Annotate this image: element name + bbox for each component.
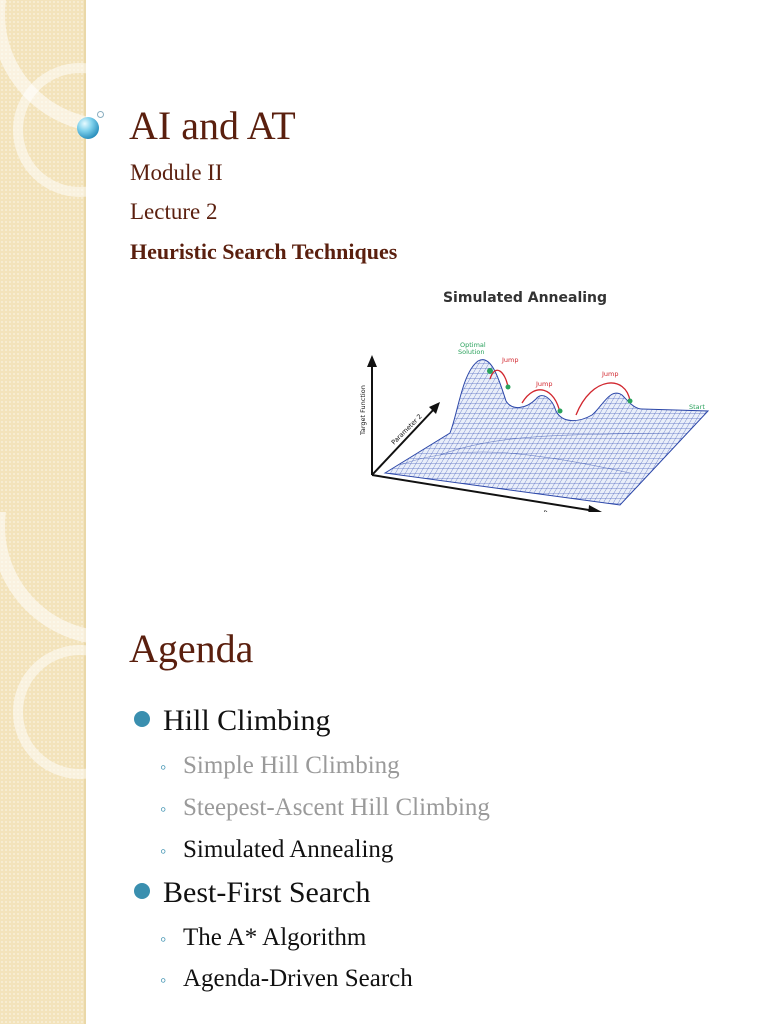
agenda-subitem-steepest-ascent: Steepest-Ascent Hill Climbing bbox=[183, 794, 490, 821]
ring-bullet-icon: ◦ bbox=[160, 757, 167, 777]
agenda-subitem-simple-hill-climbing: Simple Hill Climbing bbox=[183, 752, 400, 779]
ring-bullet-icon: ◦ bbox=[160, 799, 167, 819]
agenda-item-best-first-search: Best-First Search bbox=[163, 876, 371, 909]
circle-ornament bbox=[0, 0, 120, 512]
circle-ornament bbox=[0, 512, 120, 1024]
agenda-item-hill-climbing: Hill Climbing bbox=[163, 704, 331, 737]
slide-title: AI and AT bbox=[129, 103, 296, 148]
jump-label-2: Jump bbox=[536, 380, 553, 388]
small-ring-icon bbox=[97, 111, 104, 118]
ring-bullet-icon: ◦ bbox=[160, 841, 167, 861]
circle-bullet-icon bbox=[134, 711, 150, 727]
jump-label-3: Jump bbox=[602, 370, 619, 378]
agenda-subitem-a-star: The A* Algorithm bbox=[183, 924, 367, 951]
param2-label: Parameter 2 bbox=[389, 412, 424, 447]
orb-bullet-icon bbox=[77, 117, 99, 139]
optimal-label-1: Optimal bbox=[460, 341, 486, 349]
optimal-label-2: Solution bbox=[458, 348, 485, 356]
simulated-annealing-figure bbox=[330, 283, 720, 512]
circle-bullet-icon bbox=[134, 883, 150, 899]
start-label: Start bbox=[689, 403, 705, 411]
lecture-label: Lecture 2 bbox=[130, 199, 218, 224]
topic-heading: Heuristic Search Techniques bbox=[130, 239, 398, 264]
figure-caption: Simulated Annealing bbox=[442, 290, 608, 306]
ring-bullet-icon: ◦ bbox=[160, 929, 167, 949]
jump-label-1: Jump bbox=[502, 356, 519, 364]
agenda-subitem-agenda-driven: Agenda-Driven Search bbox=[183, 965, 413, 992]
agenda-title: Agenda bbox=[129, 626, 254, 671]
agenda-subitem-simulated-annealing: Simulated Annealing bbox=[183, 836, 394, 863]
module-label: Module II bbox=[130, 160, 223, 185]
y-axis-label: Target Function bbox=[359, 385, 367, 435]
ring-bullet-icon: ◦ bbox=[160, 970, 167, 990]
